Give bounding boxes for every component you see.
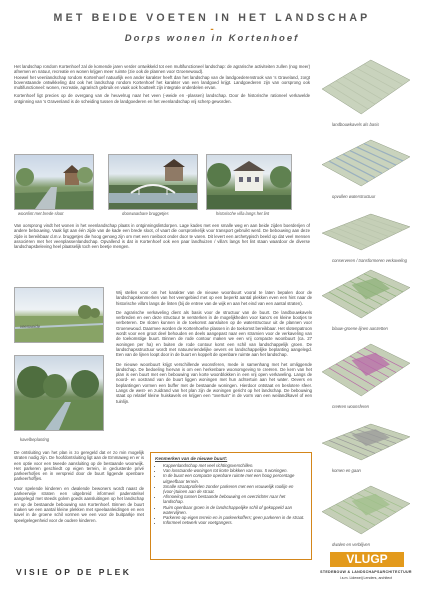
kenmerken-list xyxy=(151,463,311,525)
site-diagram xyxy=(318,266,414,332)
diagram-caption: landbouwkavels als basis xyxy=(332,122,380,127)
kenmerken-item: • Afsnoeiing tussen bestaande bebouwing en overzichter naar het landschap. xyxy=(163,494,307,504)
section4-paragraph: Voor spelende kinderen en dwalende bewoners wordt naast de parkeerwije straten een uitgebreid informeel padenstelsel aangelegd met steeds golvm goeds aansluitingen op het landschap en op de bestaande bebouwing van Kortenhoef. Binnen de buurt maken we een aantal kleine plekken met speelaanleidingen en een kavel in de groene schil vormen we een voor de buitparkje met speelgelegenheid voor de oudere kinderen. xyxy=(14,485,144,523)
intro-text xyxy=(14,64,310,104)
kenmerken-item: • Van losstaande woningen tot korte blokken van max. 5 woningen. xyxy=(163,468,307,473)
section2-text: Van oorsprong vindt het wonen in het veenlandschap plaats in ontginningslintdorpen. Lage kades met een smalle weg en aan beide zijden boerderijen of andere bebouwing. Vaak ligt aan één zijde van de kade een brede sloot, of vaart die oorspronkelijk voor transport gebruikt werd. De bebouwing aan deze zijde is bereikbaar d.m.v. bruggetjes die hoog genoeg zijn om met een roeiboot onder door te varen. Dit levert een archetypisch beeld op dat veel mensen associëren met het veenplassenlandschap. Opvallend is dat in Kortenhoef ook een paar landhuizen / villa's langs het lint staan waardoor de diverse landschapsbeleving heel plaatselijk toch een beetje mengen. xyxy=(14,223,310,250)
photo-woonlint xyxy=(14,154,94,210)
photo-caption: historische villa langs het lint xyxy=(216,211,270,216)
kenmerken-item: • In de buurt een compacte openbare ruimte met een hoog percentage uitgeefbaar terrein. xyxy=(163,473,307,483)
section3-paragraph: De agrarische verkaveling dient als basis voor de structuur van de buurt. De landbouwkavels verbreden en een deze structuur te versterken in de mogelijkheden voor kano's en kleine bootjes te verbeteren. De sloten kunnen in de toekomst aansluiten op de waterstructuur uit de plannen voor Groenewoud. Daarmee worden de Kortenhoefse plassen in de toekomst bereikbaar. Het slotenpatroon wordt voor een groot deel behouden en deels aangepast naar een stramien voor de verkaveling van de toekomstige buurt. Binnen de rode contour maken we een vrij compacte woonbuurt (ca. 27 woningen per ha) en buiten de rode contour komt een schil van landschappelijk groen. De landschapsstructuur wordt met natuurvriendelijke oevers en landschappelijke beplanting aangelegd. Een van de lijnen loopt door in de buurt en koppelt de openbare ruimte aan het landschap. xyxy=(116,309,312,358)
diagram-ground xyxy=(322,140,410,186)
diagram-ground xyxy=(322,60,410,114)
page-subtitle: Dorps wonen in Kortenhoef xyxy=(124,33,300,44)
kenmerken-item: • Smalle straatprofielen zonder parkeren met een vrouwelijk rooilijn en (voor-)tuinen aan de straat. xyxy=(163,484,307,494)
site-diagram xyxy=(318,210,414,264)
photo-woonlint-illustration xyxy=(15,155,93,209)
photo-veenweide-illustration xyxy=(15,288,103,342)
kenmerken-item: • Ruim openbaar groen in de landschappelijke schil of gekoppeld aan watervlijnen. xyxy=(163,505,307,515)
page-title: MET BEIDE VOETEN IN HET LANDSCHAP xyxy=(53,12,371,24)
photo-caption: woonlint met brede sloot xyxy=(18,211,64,216)
section3-paragraph: Wij stellen voor om het karakter van de nieuwe woonbuurt vooral te laten bepalen door de landschapskenmerken van het veengebied met op een beperkt aantal plekken even een hint naar de historische villa's langs de linten (bij de entree van de wijk en aan het eind van een aantal straten). xyxy=(116,290,312,306)
section4-paragraph: De ontsluiting van het plan is zo geregeld dat er zo min mogelijk straten nodig zijn. De hoofdontsluiting ligt aan de Emmaweg en er is een optie voor een tweede aansluiting op de bestaande woonwijk. Het parkeren geschiedt op eigen terrein, in geclusterde privé parkeerhofjes en in verspreid door de buurt liggende openbare parkeerhoffjes. xyxy=(14,450,144,482)
section3-paragraph: De nieuwe woonbuurt krijgt verschillende woonsferen, mede in samenhang met het omliggende landschap. De bedoeling hiervan is om een herkenbare woonomgeving te creëren. De kern van het plan is een buurt met een bebouwing van korte woonblokken in een vrij open verkaveling. Langs de noord- en oostrand van de buurt liggen woningen met hun achtertuin aan het water. Oevers en beplantingen vormen een buffer met de bestaande woningen. Hierdoor ontstaat en beslotere sfeer. Langs de west- en zuidrand van het plan zijn de woningen gericht op het landschap. De bebouwing staat op relatief kleine huiskavels en krijgen een "overtuin" in de vorm van een weiland/kavel of een tuinlijn. xyxy=(116,361,312,404)
footer-label: VISIE OP DE PLEK xyxy=(16,567,132,577)
photo-caption: doorwaarbare bruggetjes xyxy=(122,211,169,216)
title-dash: - xyxy=(210,24,214,35)
kenmerken-item: • Informeel netwerk voor voetgangers. xyxy=(163,520,307,525)
vlugp-logo: VLUGP xyxy=(330,552,404,567)
photo-caption: veenweide xyxy=(20,324,41,329)
diagram-caption: blauw-groene lijnen aanzetten xyxy=(332,326,388,331)
kenmerken-item: • Parkeren op eigen terrein en in parkeerkoffers; geen parkeren in de straat. xyxy=(163,515,307,520)
logo-line1: STEDEBOUW & LANDSCHAPSARCHITECTUUR xyxy=(320,570,412,574)
photo-kavelbeplanting-illustration xyxy=(15,356,103,430)
site-diagram xyxy=(318,136,414,200)
photo-villa-illustration xyxy=(207,155,291,209)
diagram-caption: creëren woonsferen xyxy=(332,404,370,409)
photo-veenweide xyxy=(14,287,104,343)
photo-caption: kavelbeplanting xyxy=(20,437,50,442)
kenmerken-box xyxy=(150,452,312,560)
kenmerken-item: • Kappenlandschap met veel richtingsverschillen. xyxy=(163,463,307,468)
site-diagram xyxy=(318,482,414,548)
photo-bruggetjes xyxy=(108,154,198,210)
photo-bruggetjes-illustration xyxy=(109,155,197,209)
diagram-ground xyxy=(322,214,410,250)
section4-text xyxy=(14,450,144,523)
diagram-caption: conserveren / transformeren verkaveling xyxy=(332,258,407,263)
logo-line2: i.s.m. Lideweij Lenders, architect xyxy=(339,576,393,580)
diagram-caption: opvullen waterstructuur xyxy=(332,194,376,199)
intro-paragraph: Hoewel het veenlandschap rondom Kortenhoef natuurlijk een ander karakter heeft dan het landschap van de landgoederenstrook van 's Graveland, zorgt bovenstaande ontwikkeling dat ook het landschap rondom Kortenhoef het karakter van een landgoed krijgt. Landgoederen zijn van oorsprong ook multifunctioneel: wonen, recreatie, agrarisch gebruik en vaak ook houtteelt zijn integrale onderdelen ervan. xyxy=(14,74,310,91)
kenmerken-title: Kenmerken van de nieuwe buurt: xyxy=(155,456,228,461)
intro-paragraph: Het landschap rondom Kortenhoef zal de komende jaren verder ontwikkeld tot een multifunctioneel landschap: de agrarische activiteiten zullen (nog meer) afnemen en natuur, recreatie en wonen krijgen meer ruimte (zie ook de plannen voor Groenewoud). xyxy=(14,64,310,75)
photo-kavelbeplanting xyxy=(14,355,104,431)
section3-text xyxy=(116,290,312,404)
intro-paragraph: Kortenhoef ligt precies op de overgang van de heuvelrug naar het veen (-weide en -plassen) landschap. Door de historische rationeel verkavelde ontginning van 's Gravenland is de scheiding tussen de landgoederen en het veenlandschap vrij scherp geworden. xyxy=(14,93,310,104)
site-diagram xyxy=(318,56,414,128)
diagram-caption: dwalen en verblijven xyxy=(332,542,370,547)
site-diagram xyxy=(318,340,414,410)
diagram-caption: komen en gaan xyxy=(332,468,361,473)
site-diagram xyxy=(318,420,414,474)
photo-villa xyxy=(206,154,292,210)
